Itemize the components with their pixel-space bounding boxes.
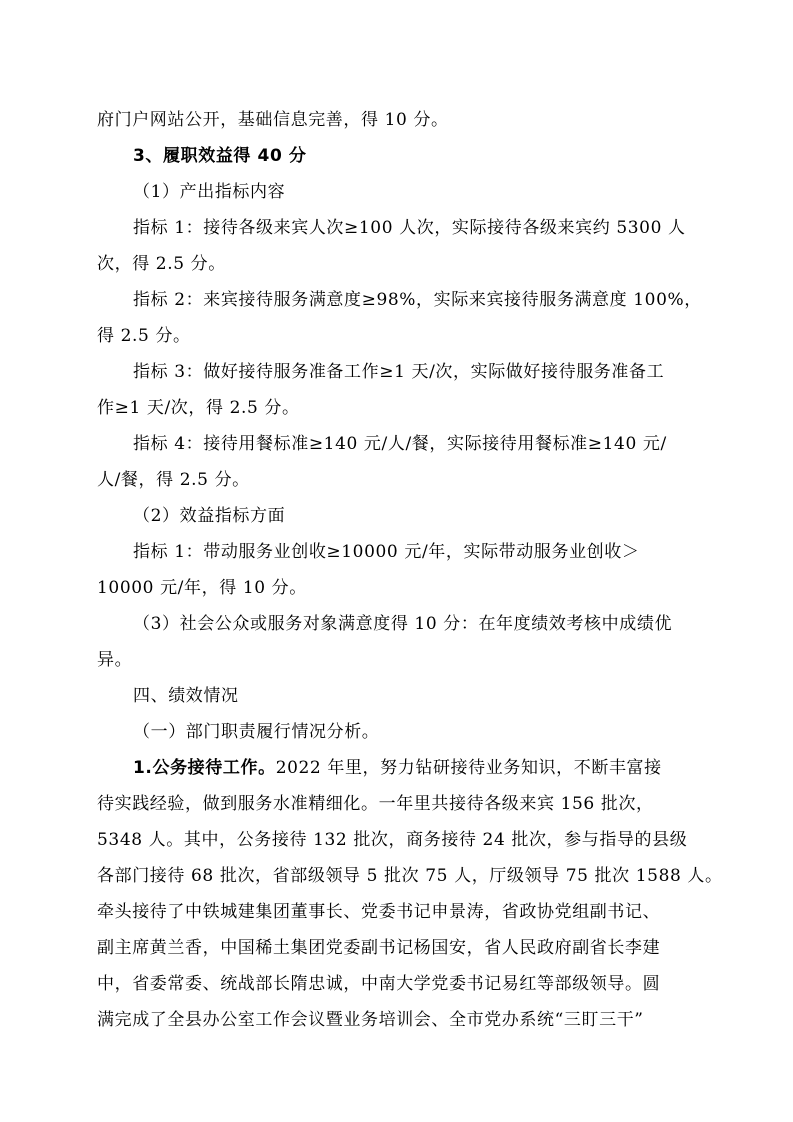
section-heading: 四、绩效情况: [133, 686, 239, 706]
inline-text: 2022 年里，努力钻研接待业务知识，不断丰富接: [275, 758, 662, 778]
paragraph-line: 府门户网站公开，基础信息完善，得 10 分。: [97, 110, 449, 130]
paragraph-line: 指标 1：接待各级来宾人次≥100 人次，实际接待各级来宾约 5300 人: [133, 218, 686, 238]
paragraph-line: [133, 756, 662, 780]
paragraph-line: 牵头接待了中铁城建集团董事长、党委书记申景涛，省政协党组副书记、: [97, 902, 661, 922]
section-heading: 3、履职效益得 40 分: [133, 146, 307, 166]
paragraph-line: 指标 1：带动服务业创收≥10000 元/年，实际带动服务业创收＞: [133, 542, 640, 562]
paragraph-line: 中，省委常委、统战部长隋忠诚，中南大学党委书记易红等部级领导。圆: [97, 974, 661, 994]
paragraph-line: 各部门接待 68 批次，省部级领导 5 批次 75 人，厅级领导 75 批次 1588 人。: [97, 866, 723, 886]
subsection-heading: （1）产出指标内容: [133, 182, 286, 202]
paragraph-line: 5348 人。其中，公务接待 132 批次，商务接待 24 批次，参与指导的县级: [97, 830, 688, 850]
paragraph-line: 作≥1 天/次，得 2.5 分。: [97, 398, 300, 418]
subsection-heading: （一）部门职责履行情况分析。: [133, 722, 380, 742]
paragraph-line: 得 2.5 分。: [97, 326, 191, 346]
paragraph-line: 次，得 2.5 分。: [97, 254, 226, 274]
subsection-heading: （2）效益指标方面: [133, 506, 286, 526]
paragraph-line: 异。: [97, 650, 133, 670]
paragraph-line: （3）社会公众或服务对象满意度得 10 分：在年度绩效考核中成绩优: [133, 614, 673, 634]
paragraph-line: 指标 3：做好接待服务准备工作≥1 天/次，实际做好接待服务准备工: [133, 362, 665, 382]
inline-bold-heading: 1.公务接待工作。: [133, 758, 276, 778]
paragraph-line: 指标 4：接待用餐标准≥140 元/人/餐，实际接待用餐标准≥140 元/: [133, 434, 667, 454]
paragraph-line: 指标 2：来宾接待服务满意度≥98%，实际来宾接待服务满意度 100%，: [133, 290, 702, 310]
paragraph-line: 10000 元/年，得 10 分。: [97, 578, 307, 598]
paragraph-line: 人/餐，得 2.5 分。: [97, 470, 250, 490]
paragraph-line: 副主席黄兰香，中国稀土集团党委副书记杨国安，省人民政府副省长李建: [97, 938, 661, 958]
paragraph-line: 待实践经验，做到服务水准精细化。一年里共接待各级来宾 156 批次，: [97, 794, 654, 814]
paragraph-line: 满完成了全县办公室工作会议暨业务培训会、全市党办系统“三盯三干”: [97, 1010, 644, 1030]
